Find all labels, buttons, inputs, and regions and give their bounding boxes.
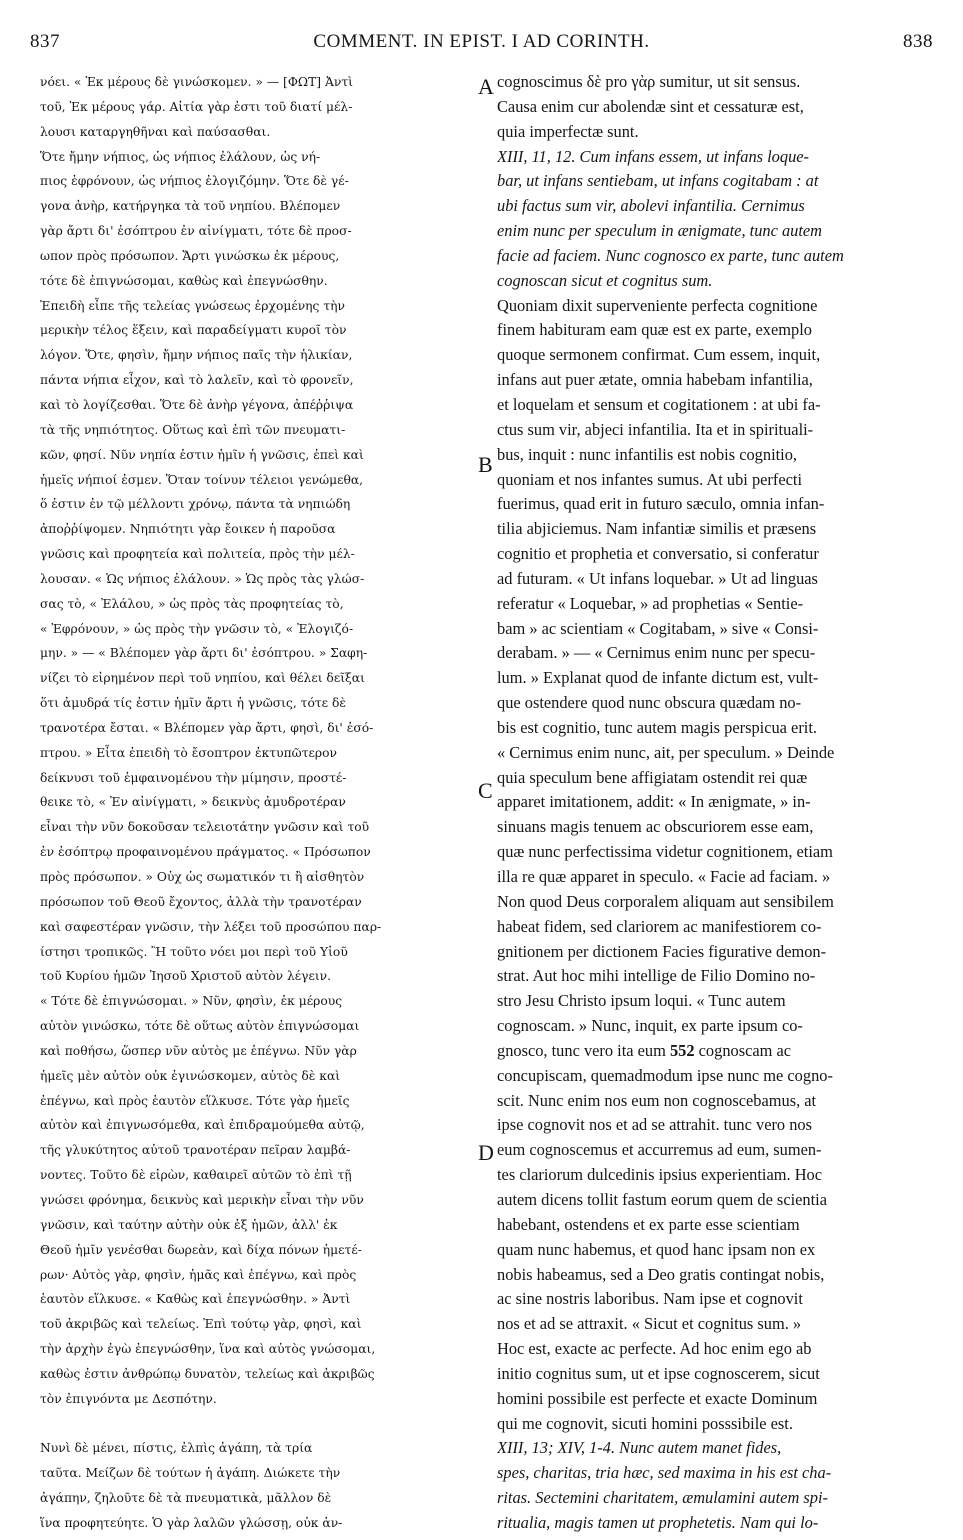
paragraph-gap: [40, 1412, 485, 1437]
text-line: Hoc est, exacte ac perfecte. Ad hoc enim ego ab: [497, 1339, 812, 1359]
page-number-right: 838: [903, 31, 933, 52]
text-line: ritas. Sectemini charitatem, æmulamini autem spi-: [497, 1488, 828, 1508]
text-line: μερικὴν τέλος ἕξειν, καὶ παραδείγματι κυροῖ τὸν: [40, 323, 347, 338]
text-line: tes clariorum dulcedinis ipsius experientiam. Hoc: [497, 1165, 822, 1185]
text-line: quoniam et nos infantes sumus. At ubi perfecti: [497, 469, 802, 489]
text-line: σας τὸ, « Ἐλάλου, » ὡς πρὸς τὰς προφητείας τὸ,: [40, 596, 344, 611]
text-line: quoque sermonem confirmat. Cum essem, inquit,: [497, 345, 821, 365]
latin-column: [497, 70, 935, 1536]
text-line: finem habituram eam quæ est ex parte, exemplo: [497, 320, 812, 340]
text-line: ἑαυτὸν εἵλκυσε. « Καθὼς καὶ ἐπεγνώσθην. » Ἀντὶ: [40, 1292, 351, 1307]
text-line: ἐν ἐσόπτρῳ προφαινομένου πράγματος. « Πρόσωπον: [40, 845, 371, 860]
text-line: πτρου. » Εἶτα ἐπειδὴ τὸ ἔσοπτρον ἐκτυπῶτερον: [40, 745, 337, 760]
margin-letter-a: A: [478, 74, 494, 99]
text-line: cognitio et prophetia et conversatio, si conferatur: [497, 544, 819, 564]
text-line: spes, charitas, tria hæc, sed maxima in his est cha-: [497, 1463, 832, 1483]
margin-letter-d: D: [478, 1140, 494, 1165]
text-line: facie ad faciem. Nunc cognosco ex parte, tunc autem: [497, 245, 844, 265]
text-line: quia imperfectæ sunt.: [497, 121, 639, 141]
text-line: gnitionem per dictionem Facies figurative demon-: [497, 941, 827, 961]
text-line: bus, inquit : nunc infantilis est nobis cognitio,: [497, 444, 798, 464]
text-line: initio cognitus sum, ut et ipse cognoscerem, sicut: [497, 1363, 820, 1383]
text-line: cognoscam. » Nunc, inquit, ex parte ipsum co-: [497, 1016, 803, 1036]
text-line: γνώσει φρόνημα, δεικνὺς καὶ μερικὴν εἶναι τὴν νῦν: [40, 1192, 364, 1207]
text-line: ac sine nostris laboribus. Nam ipse et cognovit: [497, 1289, 803, 1309]
text-line: δείκνυσι τοῦ ἐμφαινομένου τὴν μίμησιν, προστέ-: [40, 770, 347, 785]
text-line: « Ἐφρόνουν, » ὡς πρὸς τὴν γνῶσιν τὸ, « Ἐλογιζό-: [40, 621, 354, 636]
text-line: τῆς γλυκύτητος αὐτοῦ τρανοτέραν πεῖραν λαμβά-: [40, 1143, 351, 1158]
text-line: quæ nunc perfectissima videtur cognitionem, etiam: [497, 842, 833, 862]
text-line: ὅ ἐστιν ἐν τῷ μέλλοντι χρόνῳ, πάντα τὰ νηπιώδη: [40, 497, 351, 512]
text-line: ἵνα προφητεύητε. Ὁ γὰρ λαλῶν γλώσσῃ, οὐκ ἀν-: [40, 1515, 343, 1530]
text-line: γονα ἀνὴρ, κατήργηκα τὰ τοῦ νηπίου. Βλέπομεν: [40, 199, 341, 214]
page-number-left: 837: [30, 31, 60, 52]
text-line: Quoniam dixit superveniente perfecta cognitione: [497, 295, 818, 315]
text-line: τοῦ Κυρίου ἡμῶν Ἰησοῦ Χριστοῦ αὐτὸν λέγειν.: [40, 969, 332, 984]
text-line: enim nunc per speculum in ænigmate, tunc autem: [497, 221, 823, 241]
text-line: τρανοτέρα ἔσται. « Βλέπομεν γὰρ ἄρτι, φησὶ, δι' ἐσό-: [40, 720, 374, 735]
text-line: νοντες. Τοῦτο δὲ εἰρὼν, καθαιρεῖ αὐτῶν τὸ ἐπὶ τῇ: [40, 1168, 352, 1183]
text-line: τὴν ἀρχὴν ἐγὼ ἐπεγνώσθην, ἵνα καὶ αὐτὸς γνώσομαι,: [40, 1342, 376, 1357]
text-line: nobis habeamus, sed a Deo gratis contingat nobis,: [497, 1264, 825, 1284]
text-line: ρων· Αὐτὸς γὰρ, φησὶν, ἡμᾶς καὶ ἐπέγνω, καὶ πρὸς: [40, 1267, 357, 1282]
text-line: ubi factus sum vir, abolevi infantilia. Cernimus: [497, 196, 805, 216]
text-line: quia speculum bene affigiatam ostendit rei quæ: [497, 767, 808, 787]
text-line: νίζει τὸ εἰρημένον περὶ τοῦ νηπίου, καὶ θέλει δεῖξαι: [40, 671, 365, 686]
text-line: fuerimus, quad erit in futuro sæculo, omnia infan-: [497, 494, 825, 514]
text-line: καὶ σαφεστέραν γνῶσιν, τὴν λέξει τοῦ προσώπου παρ-: [40, 919, 382, 934]
text-line: καὶ ποθήσω, ὥσπερ νῦν αὐτὸς με ἐπέγνω. Νῦν γὰρ: [40, 1043, 357, 1058]
text-line: gnosco, tunc vero ita eum 552 cognoscam ac: [497, 1040, 792, 1060]
text-line: « Τότε δὲ ἐπιγνώσομαι. » Νῦν, φησὶν, ἐκ μέρους: [40, 994, 343, 1009]
text-line: πρόσωπον τοῦ Θεοῦ ἔχοντος, ἀλλὰ τὴν τρανοτέραν: [40, 894, 362, 909]
text-line: homini possibile est perfecte et exacte Dominum: [497, 1388, 818, 1408]
text-line: scit. Nunc enim nos eum non cognoscebamus, at: [497, 1090, 817, 1110]
text-line: que ostendere quod nunc obscura quædam no-: [497, 693, 802, 713]
text-line: τοῦ ἀκριβῶς καὶ τελείως. Ἐπὶ τούτῳ γὰρ, φησὶ, καὶ: [40, 1317, 362, 1332]
text-line: XIII, 11, 12. Cum infans essem, ut infans loque-: [497, 146, 809, 166]
text-line: εἶναι τὴν νῦν δοκοῦσαν τελειοτάτην γνῶσιν καὶ τοῦ: [40, 820, 370, 835]
text-line: et loquelam et sensum et cogitationem : at ubi fa-: [497, 394, 821, 414]
running-header: [30, 31, 933, 59]
text-line: Θεοῦ ἡμῖν γενέσθαι δωρεὰν, καὶ δίχα πόνων ἡμετέ-: [40, 1242, 362, 1257]
text-line: ἀγάπην, ζηλοῦτε δὲ τὰ πνευματικὰ, μᾶλλον δὲ: [40, 1491, 332, 1506]
text-line: tilia abjiciemus. Nam infantiæ similis et præsens: [497, 519, 817, 539]
text-line: Ἐπειδὴ εἶπε τῆς τελείας γνώσεως ἐρχομένης τὴν: [40, 298, 345, 313]
text-line: illa re quæ apparet in speculo. « Facie ad faciam. »: [497, 867, 831, 886]
text-line: cognoscan sicut et cognitus sum.: [497, 270, 713, 290]
text-line: καθὼς ἐστιν ἀνθρώπῳ δυνατὸν, τελείως καὶ ἀκριβῶς: [40, 1366, 375, 1381]
text-line: infans aut puer ætate, omnia habebam infantilia,: [497, 370, 813, 390]
text-line: cognoscimus δὲ pro γὰρ sumitur, ut sit sensus.: [497, 72, 801, 91]
text-line: ctus sum vir, abjeci infantilia. Ita et in spirituali-: [497, 419, 814, 439]
text-line: ἐπέγνω, καὶ πρὸς ἑαυτὸν εἵλκυσε. Τότε γὰρ ἡμεῖς: [40, 1093, 350, 1108]
text-line: bar, ut infans sentiebam, ut infans cogitabam : at: [497, 171, 819, 191]
text-line: lum. » Explanat quod de infante dictum est, vult-: [497, 668, 819, 688]
text-line: Non quod Deus corporalem aliquam aut sensibilem: [497, 891, 834, 911]
text-line: stro Jesu Christo ipsum loqui. « Tunc autem: [497, 991, 786, 1011]
text-line: XIII, 13; XIV, 1-4. Nunc autem manet fides,: [497, 1438, 782, 1458]
text-line: μην. » — « Βλέπομεν γὰρ ἄρτι δι' ἐσόπτρου. » Σαφη-: [40, 646, 368, 661]
text-line: τότε δὲ ἐπιγνώσομαι, καθὼς καὶ ἐπεγνώσθην.: [40, 273, 328, 288]
text-line: λουσαν. « Ὡς νήπιος ἐλάλουν. » Ὡς πρὸς τὰς γλώσ-: [40, 571, 365, 586]
text-line: αὐτὸν γινώσκω, τότε δὲ οὕτως αὐτὸν ἐπιγνώσομαι: [40, 1019, 360, 1034]
text-line: ἡμεῖς μὲν αὐτὸν οὐκ ἐγινώσκομεν, αὐτὸς δὲ καὶ: [40, 1068, 341, 1083]
text-line: habeat fidem, sed clariorem ac manifestiorem co-: [497, 916, 822, 936]
text-line: καὶ τὸ λογίζεσθαι. Ὅτε δὲ ἀνὴρ γέγονα, ἀπέῤῥιψα: [40, 397, 354, 412]
text-line: habebant, ostendens et ex parte esse scientiam: [497, 1214, 800, 1234]
text-line: λόγον. Ὅτε, φησὶν, ἤμην νήπιος παῖς τὴν ἡλικίαν,: [40, 348, 353, 363]
text-line: ἀποῤῥίψομεν. Νηπιότητι γὰρ ἔοικεν ἡ παροῦσα: [40, 522, 336, 537]
text-line: πάντα νήπια εἶχον, καὶ τὸ λαλεῖν, καὶ τὸ φρονεῖν,: [40, 373, 354, 388]
text-line: κῶν, φησί. Νῦν νηπία ἐστιν ἡμῖν ἡ γνῶσις, ἐπεὶ καὶ: [40, 447, 364, 462]
text-line: ίστησι τροπικῶς. Ἢ τοῦτο νόει μοι περὶ τοῦ Υἱοῦ: [40, 944, 348, 959]
text-line: autem dicens tollit fastum eorum quem de scientia: [497, 1189, 827, 1209]
margin-letter-c: C: [478, 778, 493, 803]
text-line: τοῦ, Ἐκ μέρους γάρ. Αἰτία γὰρ ἐστι τοῦ διατί μέλ-: [40, 99, 353, 114]
text-line: bis est cognitio, tunc autem magis perspicua erit.: [497, 717, 817, 737]
text-line: αὐτὸν καὶ ἐπιγνωσόμεθα, καὶ ἐπιδραμούμεθα αὐτῷ,: [40, 1118, 365, 1133]
text-line: qui me cognovit, sicuti homini posssibile est.: [497, 1413, 793, 1433]
text-line: γνῶσιν, καὶ ταύτην αὐτὴν οὐκ ἐξ ἡμῶν, ἀλλ' ἐκ: [40, 1217, 338, 1232]
text-line: λουσι καταργηθῆναι καὶ παύσασθαι.: [40, 124, 271, 139]
text-line: ταῦτα. Μείζων δὲ τούτων ἡ ἀγάπη. Διώκετε τὴν: [40, 1466, 341, 1481]
text-line: νόει. « Ἐκ μέρους δὲ γινώσκομεν. » — [ΦΩΤ] Ἀντὶ: [40, 75, 353, 89]
text-line: derabam. » — « Cernimus enim nunc per specu-: [497, 643, 816, 663]
page-marker: 552: [669, 1040, 695, 1060]
text-line: ωπον πρὸς πρόσωπον. Ἄρτι γινώσκω ἐκ μέρους,: [40, 248, 340, 263]
text-line: τὸν ἐπιγνόντα με Δεσπότην.: [40, 1391, 217, 1406]
text-line: ipse cognovit nos et ad se attrahit. tunc vero nos: [497, 1115, 812, 1135]
text-line: ἡμεῖς νήπιοί ἐσμεν. Ὅταν τοίνυν τέλειοι γενώμεθα,: [40, 472, 364, 487]
text-line: nos et ad se attraxit. « Sicut et cognitus sum. »: [497, 1314, 802, 1334]
text-line: θεικε τὸ, « Ἐν αἰνίγματι, » δεικνὺς ἀμυδροτέραν: [40, 795, 346, 810]
text-line: bam » ac scientiam « Cogitabam, » sive « Consi-: [497, 618, 819, 638]
text-line: ritualia, magis tamen ut prophetetis. Nam qui lo-: [497, 1512, 819, 1532]
text-line: sinuans magis tenuem ac obscuriorem esse eam,: [497, 817, 814, 837]
text-line: apparet imitationem, addit: « In ænigmate, » in-: [497, 792, 811, 812]
text-line: πιος ἐφρόνουν, ὡς νήπιος ἐλογιζόμην. Ὅτε δὲ γέ-: [40, 174, 349, 189]
text-line: τὰ τῆς νηπιότητος. Οὕτως καὶ ἐπὶ τῶν πνευματι-: [40, 422, 346, 437]
text-line: γνῶσις καὶ προφητεία καὶ πολιτεία, πρὸς τὴν μέλ-: [40, 547, 355, 562]
text-line: Νυνὶ δὲ μένει, πίστις, ἐλπὶς ἀγάπη, τὰ τρία: [40, 1441, 313, 1456]
text-line: ὅτι ἀμυδρά τίς ἐστιν ἡμῖν ἄρτι ἡ γνῶσις, τότε δὲ: [40, 696, 346, 711]
running-head-title: COMMENT. IN EPIST. I AD CORINTH.: [313, 31, 650, 52]
text-line: γὰρ ἄρτι δι' ἐσόπτρου ἐν αἰνίγματι, τότε δὲ προσ-: [40, 224, 352, 239]
text-line: concupiscam, quemadmodum ipse nunc me cogno-: [497, 1065, 833, 1085]
text-line: eum cognoscemus et accurremus ad eum, sumen-: [497, 1140, 822, 1160]
greek-column: [40, 70, 485, 1536]
text-line: πρὸς πρόσωπον. » Οὐχ ὡς σωματικόν τι ἢ αἰσθητὸν: [40, 870, 365, 884]
text-line: quam nunc habemus, et quod hanc ipsam non ex: [497, 1239, 816, 1259]
text-line: ad futuram. « Ut infans loquebar. » Ut ad linguas: [497, 568, 818, 588]
text-line: « Cernimus enim nunc, ait, per speculum. » Deinde: [497, 742, 835, 762]
text-line: referatur « Loquebar, » ad prophetias « Sentie-: [497, 593, 804, 613]
text-line: Ὅτε ἤμην νήπιος, ὡς νήπιος ἐλάλουν, ὡς νή-: [40, 149, 321, 164]
text-line: Causa enim cur abolendæ sint et cessaturæ est,: [497, 96, 804, 116]
text-line: strat. Aut hoc mihi intellige de Filio Domino no-: [497, 966, 816, 986]
margin-letter-b: B: [478, 452, 493, 477]
